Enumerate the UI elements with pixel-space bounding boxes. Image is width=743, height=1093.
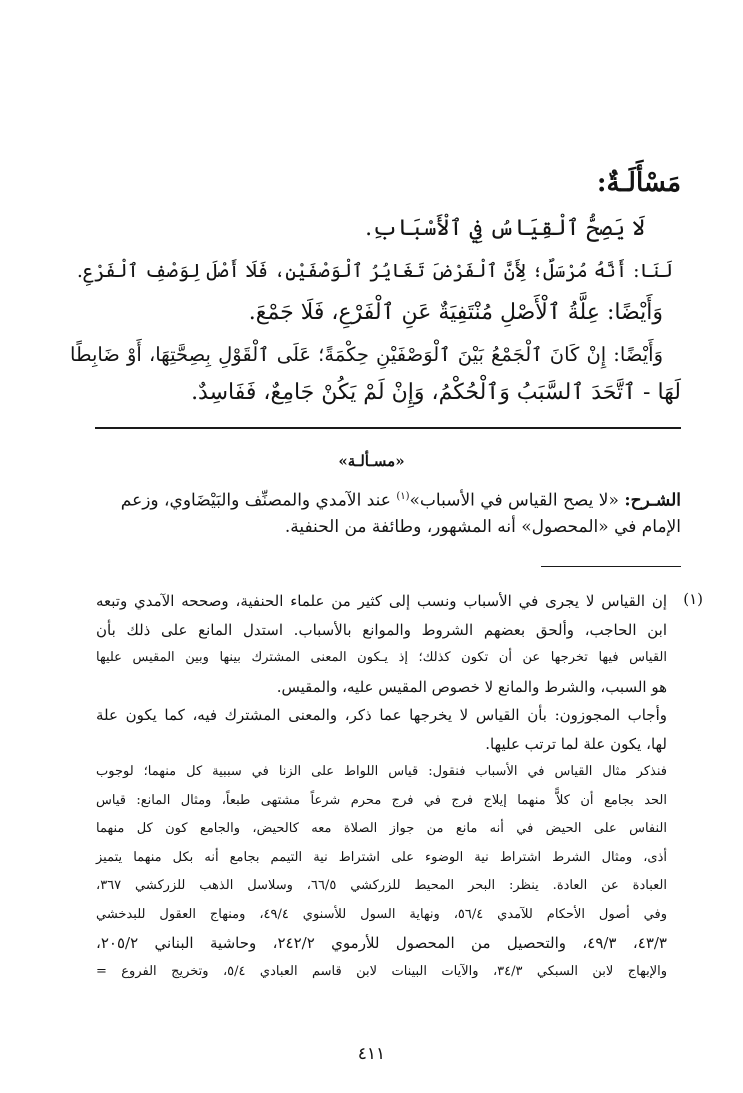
sharh-quote: «لا يصح القياس في الأسباب» — [409, 490, 619, 511]
matn-line-4: وَأَيْضًا: إِنْ كَانَ ٱلْجَمْعُ بَيْنَ ٱلْوَصْفَيْنِ حِكْمَةً؛ عَلَى ٱلْقَوْلِ بِصِحَّتِهَا، أَوْ ضَابِطًا — [70, 343, 663, 366]
footnote-line-12: وفي أصول الأحكام للآمدي ٥٦/٤، ونهاية السول للأسنوي ٤٩/٤، ومنهاج العقول للبدخشي — [96, 906, 667, 922]
sharh-title: «مسـألـة» — [338, 452, 405, 470]
sharh-line-2: الإمام في «المحصول» أنه المشهور، وطائفة من الحنفية. — [284, 517, 681, 537]
matn-heading: مَسْأَلَـةٌ: — [596, 168, 681, 198]
footnote-line-11: العبادة عن العادة. ينظر: البحر المحيط للزركشي ٦٦/٥، وسلاسل الذهب للزركشي ٣٦٧، — [96, 878, 667, 893]
footnote-line-3: القياس فيها تخرجها عن أن تكون كذلك؛ إذ يـكون المعنى المشترك بينها وبين المقيس عليها — [96, 650, 667, 665]
matn-line-5: لَهَا - ٱتَّحَدَ ٱلسَّبَبُ وَٱلْحُكْمُ، وَإِنْ لَمْ يَكُنْ جَامِعٌ، فَفَاسِدٌ. — [191, 380, 681, 405]
footnote-line-13: ٤٣/٣، ٤٩/٣، والتحصيل من المحصول للأرموي ٢٤٢/٢، وحاشية البناني ٢٠٥/٢، — [96, 934, 667, 952]
footnote-line-7: فنذكر مثال القياس في الأسباب فنقول: قياس اللواط على الزنا في سببية كل منهما؛ لوجوب — [96, 764, 667, 779]
footnote-line-1: إن القياس لا يجرى في الأسباب ونسب إلى كثير من علماء الحنفية، وصححه الآمدي وتبعه — [96, 592, 667, 610]
footnote-line-5: وأجاب المجوزون: بأن القياس لا يخرجها عما ذكر، والمعنى المشترك فيه، كما يكون علة — [96, 706, 667, 724]
matn-line-1: لَا يَصِحُّ ٱلْقِيَاسُ فِي ٱلْأَسْبَابِ. — [365, 216, 645, 241]
footnote-line-4: هو السبب، والشرط والمانع لا خصوص المقيس عليه، والمقيس. — [276, 677, 667, 696]
sharh-label: الشـرح: — [624, 490, 681, 511]
sharh-line-1-rest: عند الآمدي والمصنِّف والبَيْضَاوي، وزعم — [120, 490, 397, 511]
footnote-line-2: ابن الحاجب، وألحق بعضهم الشروط والموانع بالأسباب. استدل المانع على ذلك بأن — [96, 620, 667, 639]
footnote-line-9: النفاس على الحيض في أنه مانع من جواز الصلاة معه كالحيض، والجامع كون كل منهما — [96, 821, 667, 836]
matn-separator-rule — [95, 427, 681, 429]
footnote-reference[interactable]: (١) — [396, 491, 410, 502]
footnote-separator-rule — [541, 566, 681, 567]
footnote-line-14: والإبهاج لابن السبكي ٣٤/٣، والآيات البينات لابن قاسم العبادي ٥/٤، وتخريج الفروع = — [96, 963, 667, 979]
page-number: ٤١١ — [357, 1044, 386, 1064]
footnote-line-10: أذى، ومثال الشرط اشتراط نية الوضوء على اشتراط نية التيمم بجامع أنه بكل منهما يتميز — [96, 849, 667, 865]
matn-line-2: لَنَا: أَنَّهُ مُرْسَلٌ؛ لِأَنَّ ٱلْفَرْضَ تَغَايُرُ ٱلْوَصْفَيْنِ، فَلَا أَصْلَ لِوَصْفِ ٱلْفَرْعِ. — [76, 260, 673, 282]
footnote-marker: (١) — [683, 590, 703, 608]
sharh-line-1 — [66, 484, 681, 514]
footnote-line-8: الحد بجامع أن كلاًّ منهما إيلاج فرج في فرج محرم شرعاً مشتهى طبعاً، ومثال المانع: قياس — [96, 792, 667, 808]
footnote-line-6: لها، يكون علة لما ترتب عليها. — [485, 734, 667, 753]
matn-line-3: وَأَيْضًا: عِلَّةُ ٱلْأَصْلِ مُنْتَفِيَةٌ عَنِ ٱلْفَرْعِ، فَلَا جَمْعَ. — [248, 300, 663, 325]
